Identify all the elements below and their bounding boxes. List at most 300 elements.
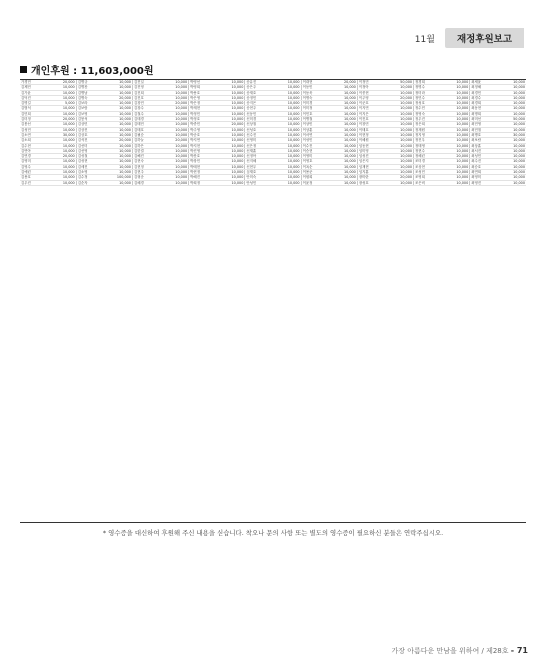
donor-name: 박주영: [189, 127, 217, 132]
donor-name: 김수현: [20, 143, 48, 148]
page-number: - 71: [510, 646, 528, 655]
donor-amount: 10,000: [442, 180, 470, 185]
donor-name: 김연아: [20, 148, 48, 153]
donor-amount: 10,000: [442, 117, 470, 122]
donor-name: 이상민: [301, 122, 329, 127]
donor-name: 최상훈: [470, 143, 498, 148]
donor-name: 최경민: [470, 90, 498, 95]
donor-name: 김봉선: [20, 122, 48, 127]
donor-name: 박진영: [189, 148, 217, 153]
donor-name: 정지영: [414, 132, 442, 137]
donor-name: 김진영: [132, 85, 160, 90]
donor-amount: 10,000: [161, 106, 189, 111]
donor-name: 신미경: [245, 117, 273, 122]
donor-name: 송유진: [245, 80, 273, 85]
donor-name: 최연희: [470, 170, 498, 175]
donor-amount: 10,000: [329, 85, 357, 90]
donor-amount: 10,000: [498, 175, 526, 180]
donor-name: 이명숙: [301, 95, 329, 100]
donor-amount: 10,000: [273, 132, 301, 137]
donor-name: 김순자: [76, 180, 104, 185]
donor-amount: 10,000: [105, 148, 133, 153]
donor-name: 김현정: [132, 164, 160, 169]
donor-amount: 10,000: [442, 122, 470, 127]
donor-name: 임미영: [357, 148, 385, 153]
donor-name: 이동민: [301, 85, 329, 90]
donor-name: 송지은: [245, 101, 273, 106]
donor-name: 박영선: [189, 80, 217, 85]
donor-amount: 10,000: [273, 90, 301, 95]
donor-amount: 10,000: [161, 159, 189, 164]
donor-amount: 10,000: [329, 170, 357, 175]
donor-name: 김소희: [20, 138, 48, 143]
donor-amount: 10,000: [386, 170, 414, 175]
donor-name: 김가윤: [20, 90, 48, 95]
donor-amount: 10,000: [329, 132, 357, 137]
donor-amount: 10,000: [329, 175, 357, 180]
donor-amount: 10,000: [386, 180, 414, 185]
donor-name: 송재호: [245, 90, 273, 95]
donor-amount: 10,000: [48, 95, 76, 100]
donor-name: 정혜린: [414, 154, 442, 159]
donor-name: 이혜원: [357, 138, 385, 143]
donor-amount: 10,000: [498, 148, 526, 153]
donor-amount: 10,000: [498, 80, 526, 85]
donor-name: 박영희: [189, 85, 217, 90]
donor-name: 신동민: [245, 111, 273, 116]
donor-name: 김형준: [132, 175, 160, 180]
donor-name: 조영희: [414, 175, 442, 180]
donor-amount: 10,000: [442, 85, 470, 90]
donor-amount: 10,000: [442, 148, 470, 153]
donor-name: 안미숙: [245, 175, 273, 180]
donor-name: 김미정: [20, 117, 48, 122]
donor-name: 이미경: [301, 101, 329, 106]
donor-name: 김우진: [20, 180, 48, 185]
donor-amount: 10,000: [217, 90, 245, 95]
donor-amount: 10,000: [386, 154, 414, 159]
donor-name: 신영미: [245, 138, 273, 143]
donor-amount: 10,000: [161, 122, 189, 127]
donor-amount: 10,000: [48, 180, 76, 185]
donor-name: 김하은: [132, 143, 160, 148]
donor-amount: 10,000: [217, 154, 245, 159]
donor-name: 이승현: [301, 148, 329, 153]
donor-name: 정수민: [414, 106, 442, 111]
donor-name: 최영진: [470, 180, 498, 185]
donor-name: 조미경: [414, 159, 442, 164]
donor-amount: 10,000: [48, 159, 76, 164]
donor-name: 이종현: [357, 90, 385, 95]
donor-name: 김진일: [132, 80, 160, 85]
donor-amount: 20,000: [442, 154, 470, 159]
donor-amount: 10,000: [105, 80, 133, 85]
donor-name: 김한결: [132, 148, 160, 153]
donor-amount: 10,000: [217, 138, 245, 143]
donor-amount: 10,000: [329, 122, 357, 127]
donor-name: 김태민: [132, 122, 160, 127]
donor-table-grid: [20, 80, 526, 186]
donor-amount: 10,000: [442, 90, 470, 95]
donor-amount: 10,000: [161, 111, 189, 116]
donor-amount: 30,000: [498, 132, 526, 137]
donor-name: 이윤정: [301, 180, 329, 185]
donor-amount: 10,000: [386, 164, 414, 169]
page-header: [415, 28, 524, 48]
donor-amount: 10,000: [273, 117, 301, 122]
donor-amount: 10,000: [442, 138, 470, 143]
donor-name: 최수진: [470, 159, 498, 164]
bullet-square-icon: [20, 66, 27, 73]
donor-amount: 10,000: [217, 170, 245, 175]
donor-name: 이진호: [357, 117, 385, 122]
donor-name: 최서진: [470, 148, 498, 153]
donor-amount: 10,000: [48, 111, 76, 116]
donor-amount: 10,000: [217, 164, 245, 169]
donor-amount: 10,000: [442, 143, 470, 148]
donor-amount: 20,000: [329, 80, 357, 85]
donor-amount: 10,000: [442, 170, 470, 175]
donor-name: 김세진: [76, 164, 104, 169]
donor-name: 이수진: [301, 143, 329, 148]
donor-name: 최영미: [470, 175, 498, 180]
donor-amount: 10,000: [105, 106, 133, 111]
donor-name: 신현우: [245, 164, 273, 169]
donor-amount: 10,000: [386, 132, 414, 137]
donor-name: 김상민: [76, 122, 104, 127]
donor-amount: 20,000: [105, 95, 133, 100]
donor-name: 박창민: [189, 159, 217, 164]
donor-name: 임재현: [357, 164, 385, 169]
donor-amount: 10,000: [386, 127, 414, 132]
donor-name: 김병남: [76, 90, 104, 95]
donor-amount: 10,000: [273, 148, 301, 153]
donor-amount: 10,000: [273, 95, 301, 100]
donor-amount: 10,000: [329, 143, 357, 148]
donor-amount: 10,000: [498, 170, 526, 175]
donor-name: 송현주: [245, 106, 273, 111]
donor-name: 김용호: [20, 175, 48, 180]
donor-name: 김태경: [132, 117, 160, 122]
donor-name: 신정아: [245, 154, 273, 159]
donor-name: 최민영: [470, 122, 498, 127]
donor-amount: 20,000: [105, 138, 133, 143]
donor-amount: 10,000: [105, 170, 133, 175]
donor-amount: 10,000: [48, 164, 76, 169]
donor-name: 정미라: [414, 90, 442, 95]
donor-name: 이지연: [357, 106, 385, 111]
donor-amount: 10,000: [161, 175, 189, 180]
donor-name: 박은영: [189, 95, 217, 100]
donor-amount: 10,000: [273, 164, 301, 169]
donor-amount: 10,000: [161, 95, 189, 100]
donor-amount: 10,000: [329, 127, 357, 132]
donor-name: 임동현: [357, 143, 385, 148]
donor-name: 임은지: [357, 159, 385, 164]
donor-name: 이미정: [301, 106, 329, 111]
donor-amount: 10,000: [217, 80, 245, 85]
donor-amount: 10,000: [273, 85, 301, 90]
donor-amount: 20,000: [161, 138, 189, 143]
donor-name: 정현수: [414, 148, 442, 153]
donor-name: 정태영: [414, 143, 442, 148]
donor-name: 최세윤: [470, 80, 498, 85]
donor-amount: 10,000: [161, 170, 189, 175]
donor-name: 김성민: [20, 127, 48, 132]
donor-name: 김혜경: [132, 180, 160, 185]
donor-amount: 10,000: [105, 127, 133, 132]
donor-name: 이민호: [301, 111, 329, 116]
donor-amount: 20,000: [386, 175, 414, 180]
donor-amount: 10,000: [105, 111, 133, 116]
donor-name: 김소연: [20, 132, 48, 137]
donor-amount: 50,000: [386, 80, 414, 85]
donor-name: 김제민: [20, 85, 48, 90]
donor-name: 장성호: [357, 180, 385, 185]
donor-amount: 10,000: [217, 111, 245, 116]
donor-name: 조은비: [414, 180, 442, 185]
donor-name: 박찬호: [189, 154, 217, 159]
donor-name: 이지은: [357, 111, 385, 116]
donor-name: 박지연: [189, 138, 217, 143]
donor-amount: 10,000: [442, 106, 470, 111]
donor-name: 이상훈: [301, 127, 329, 132]
donor-name: 최성민: [470, 154, 498, 159]
donor-amount: 20,000: [161, 101, 189, 106]
donor-amount: 10,000: [273, 138, 301, 143]
donor-name: 송정민: [245, 95, 273, 100]
donor-amount: 10,000: [217, 180, 245, 185]
donor-amount: 10,000: [498, 164, 526, 169]
donor-name: 심재호: [245, 170, 273, 175]
donor-name: 김하늘: [132, 138, 160, 143]
donor-name: 이영미: [301, 154, 329, 159]
donor-amount: 10,000: [48, 122, 76, 127]
donor-name: 김필순: [132, 132, 160, 137]
donor-amount: 10,000: [48, 148, 76, 153]
donor-name: 정명수: [414, 85, 442, 90]
donor-amount: 10,000: [105, 164, 133, 169]
donor-name: 김보람: [76, 106, 104, 111]
table-row: [20, 180, 526, 185]
footer-text: 가장 아름다운 만남을 위하여 / 제28호: [391, 647, 509, 655]
donor-amount: 10,000: [48, 85, 76, 90]
donor-name: 이태호: [357, 127, 385, 132]
donor-amount: 10,000: [217, 148, 245, 153]
donor-name: 정성호: [414, 101, 442, 106]
donor-name: 김태호: [132, 127, 160, 132]
donor-amount: 10,000: [498, 122, 526, 127]
report-title: 재정후원보고: [445, 28, 524, 48]
donor-name: 박현정: [189, 170, 217, 175]
donor-name: 김현주: [132, 170, 160, 175]
donor-amount: 30,000: [48, 132, 76, 137]
donor-amount: 10,000: [498, 85, 526, 90]
donor-amount: 10,000: [48, 106, 76, 111]
donor-name: 김보라: [76, 101, 104, 106]
donor-amount: 10,000: [105, 90, 133, 95]
donor-amount: 10,000: [217, 106, 245, 111]
donor-amount: 10,000: [442, 159, 470, 164]
donor-name: 정영숙: [414, 111, 442, 116]
donor-amount: 10,000: [273, 175, 301, 180]
donor-name: 이병철: [301, 117, 329, 122]
donor-amount: 10,000: [329, 106, 357, 111]
donor-name: 김현숙: [132, 159, 160, 164]
footnote: * 영수증을 대신하여 후원해 주신 내용을 싣습니다. 착오나 문의 사항 또는 별도의 영수증이 필요하신 분들은 연락주십시오.: [102, 529, 444, 537]
donor-amount: 10,000: [217, 101, 245, 106]
donor-name: 최경희: [470, 101, 498, 106]
donor-amount: 10,000: [105, 180, 133, 185]
donor-amount: 10,000: [442, 95, 470, 100]
donor-name: 김진희: [132, 90, 160, 95]
donor-amount: 10,000: [273, 101, 301, 106]
donor-name: 김해진: [132, 154, 160, 159]
donor-name: 이용준: [301, 170, 329, 175]
donor-name: 이주영: [357, 95, 385, 100]
donor-amount: 10,000: [498, 111, 526, 116]
donor-name: 이동욱: [301, 90, 329, 95]
donor-amount: 20,000: [48, 154, 76, 159]
donor-name: 이대현: [301, 80, 329, 85]
donor-amount: 10,000: [273, 106, 301, 111]
donor-amount: 10,000: [105, 143, 133, 148]
donor-amount: 10,000: [161, 180, 189, 185]
donor-name: 이준호: [357, 101, 385, 106]
donor-amount: 10,000: [329, 90, 357, 95]
donor-name: 이정아: [357, 85, 385, 90]
donor-name: 최보람: [470, 138, 498, 143]
donor-name: 김수정: [76, 175, 104, 180]
donor-name: 김성현: [76, 159, 104, 164]
donor-name: 김소영: [76, 170, 104, 175]
donor-name: 김창민: [132, 101, 160, 106]
donor-amount: 10,000: [498, 138, 526, 143]
donor-amount: 10,000: [273, 143, 301, 148]
donor-amount: 10,000: [48, 170, 76, 175]
donor-amount: 20,000: [217, 122, 245, 127]
donor-name: 정우진: [414, 117, 442, 122]
month-label: 11월: [414, 34, 435, 45]
donor-amount: 10,000: [442, 127, 470, 132]
donor-amount: 10,000: [442, 164, 470, 169]
donor-amount: 10,000: [498, 101, 526, 106]
donor-amount: 20,000: [48, 117, 76, 122]
donor-amount: 10,000: [48, 127, 76, 132]
donor-name: 박종민: [189, 122, 217, 127]
donor-name: 박희정: [189, 180, 217, 185]
donor-name: 김봉석: [76, 117, 104, 122]
donor-amount: 10,000: [386, 122, 414, 127]
donor-amount: 100,000: [105, 175, 133, 180]
donor-name: 박준호: [189, 132, 217, 137]
donor-amount: 10,000: [48, 90, 76, 95]
donor-amount: 10,000: [386, 117, 414, 122]
donor-amount: 10,000: [386, 106, 414, 111]
donor-name: 김명길: [20, 101, 48, 106]
donor-amount: 10,000: [161, 80, 189, 85]
donor-name: 신성호: [245, 127, 273, 132]
donor-name: 신상철: [245, 122, 273, 127]
donor-name: 최승호: [470, 164, 498, 169]
donor-name: 김연경: [20, 154, 48, 159]
donor-name: 최동현: [470, 106, 498, 111]
donor-amount: 10,000: [386, 111, 414, 116]
donor-amount: 10,000: [329, 138, 357, 143]
donor-amount: 10,000: [161, 154, 189, 159]
donor-name: 정민수: [414, 95, 442, 100]
donor-name: 이영호: [301, 159, 329, 164]
donor-name: 이원희: [301, 175, 329, 180]
donor-amount: 20,000: [386, 95, 414, 100]
donor-amount: 10,000: [161, 127, 189, 132]
donor-amount: 10,000: [217, 95, 245, 100]
donor-name: 김병숙: [76, 95, 104, 100]
donor-amount: 10,000: [217, 159, 245, 164]
donor-amount: 10,000: [161, 85, 189, 90]
donor-amount: 10,000: [442, 80, 470, 85]
donor-amount: 10,000: [498, 95, 526, 100]
donor-amount: 10,000: [329, 95, 357, 100]
donor-name: 김상호: [76, 132, 104, 137]
donor-amount: 10,000: [498, 180, 526, 185]
donor-name: 박용호: [189, 90, 217, 95]
donor-amount: 10,000: [386, 138, 414, 143]
donor-name: 박정호: [189, 117, 217, 122]
donor-amount: 10,000: [161, 117, 189, 122]
donor-amount: 10,000: [273, 159, 301, 164]
donor-amount: 10,000: [442, 175, 470, 180]
donor-amount: 10,000: [273, 180, 301, 185]
donor-amount: 10,000: [105, 101, 133, 106]
donor-name: 정재원: [414, 127, 442, 132]
donor-name: 김범석: [20, 106, 48, 111]
donor-amount: 10,000: [48, 138, 76, 143]
donor-name: 이현정: [357, 132, 385, 137]
donor-name: 장미란: [357, 175, 385, 180]
donor-amount: 10,000: [105, 85, 133, 90]
donor-name: 김선영: [76, 148, 104, 153]
donor-name: 신지혜: [245, 159, 273, 164]
donor-amount: 10,000: [329, 111, 357, 116]
donor-name: 신수진: [245, 132, 273, 137]
donor-name: 조성민: [414, 170, 442, 175]
donor-amount: 5,000: [48, 101, 76, 106]
donor-amount: 10,000: [273, 122, 301, 127]
donor-amount: 10,000: [105, 159, 133, 164]
donor-amount: 10,000: [217, 175, 245, 180]
donor-amount: 10,000: [498, 90, 526, 95]
donor-amount: 10,000: [273, 127, 301, 132]
donor-name: 김진호: [132, 95, 160, 100]
donor-amount: 10,000: [161, 90, 189, 95]
donor-amount: 10,000: [498, 127, 526, 132]
donor-name: 안성민: [245, 180, 273, 185]
donor-amount: 10,000: [498, 106, 526, 111]
donor-name: 최명희: [470, 111, 498, 116]
donor-name: 박혜진: [189, 175, 217, 180]
page-footer: [391, 646, 528, 656]
donor-amount: 10,000: [329, 101, 357, 106]
donor-amount: 10,000: [48, 175, 76, 180]
donor-name: 최미선: [470, 117, 498, 122]
donor-name: 가경민: [20, 80, 48, 85]
donor-name: 박은정: [189, 101, 217, 106]
donor-name: 이옥순: [301, 164, 329, 169]
donor-name: 김병규: [76, 80, 104, 85]
donor-amount: 10,000: [273, 80, 301, 85]
donor-amount: 10,000: [161, 148, 189, 153]
